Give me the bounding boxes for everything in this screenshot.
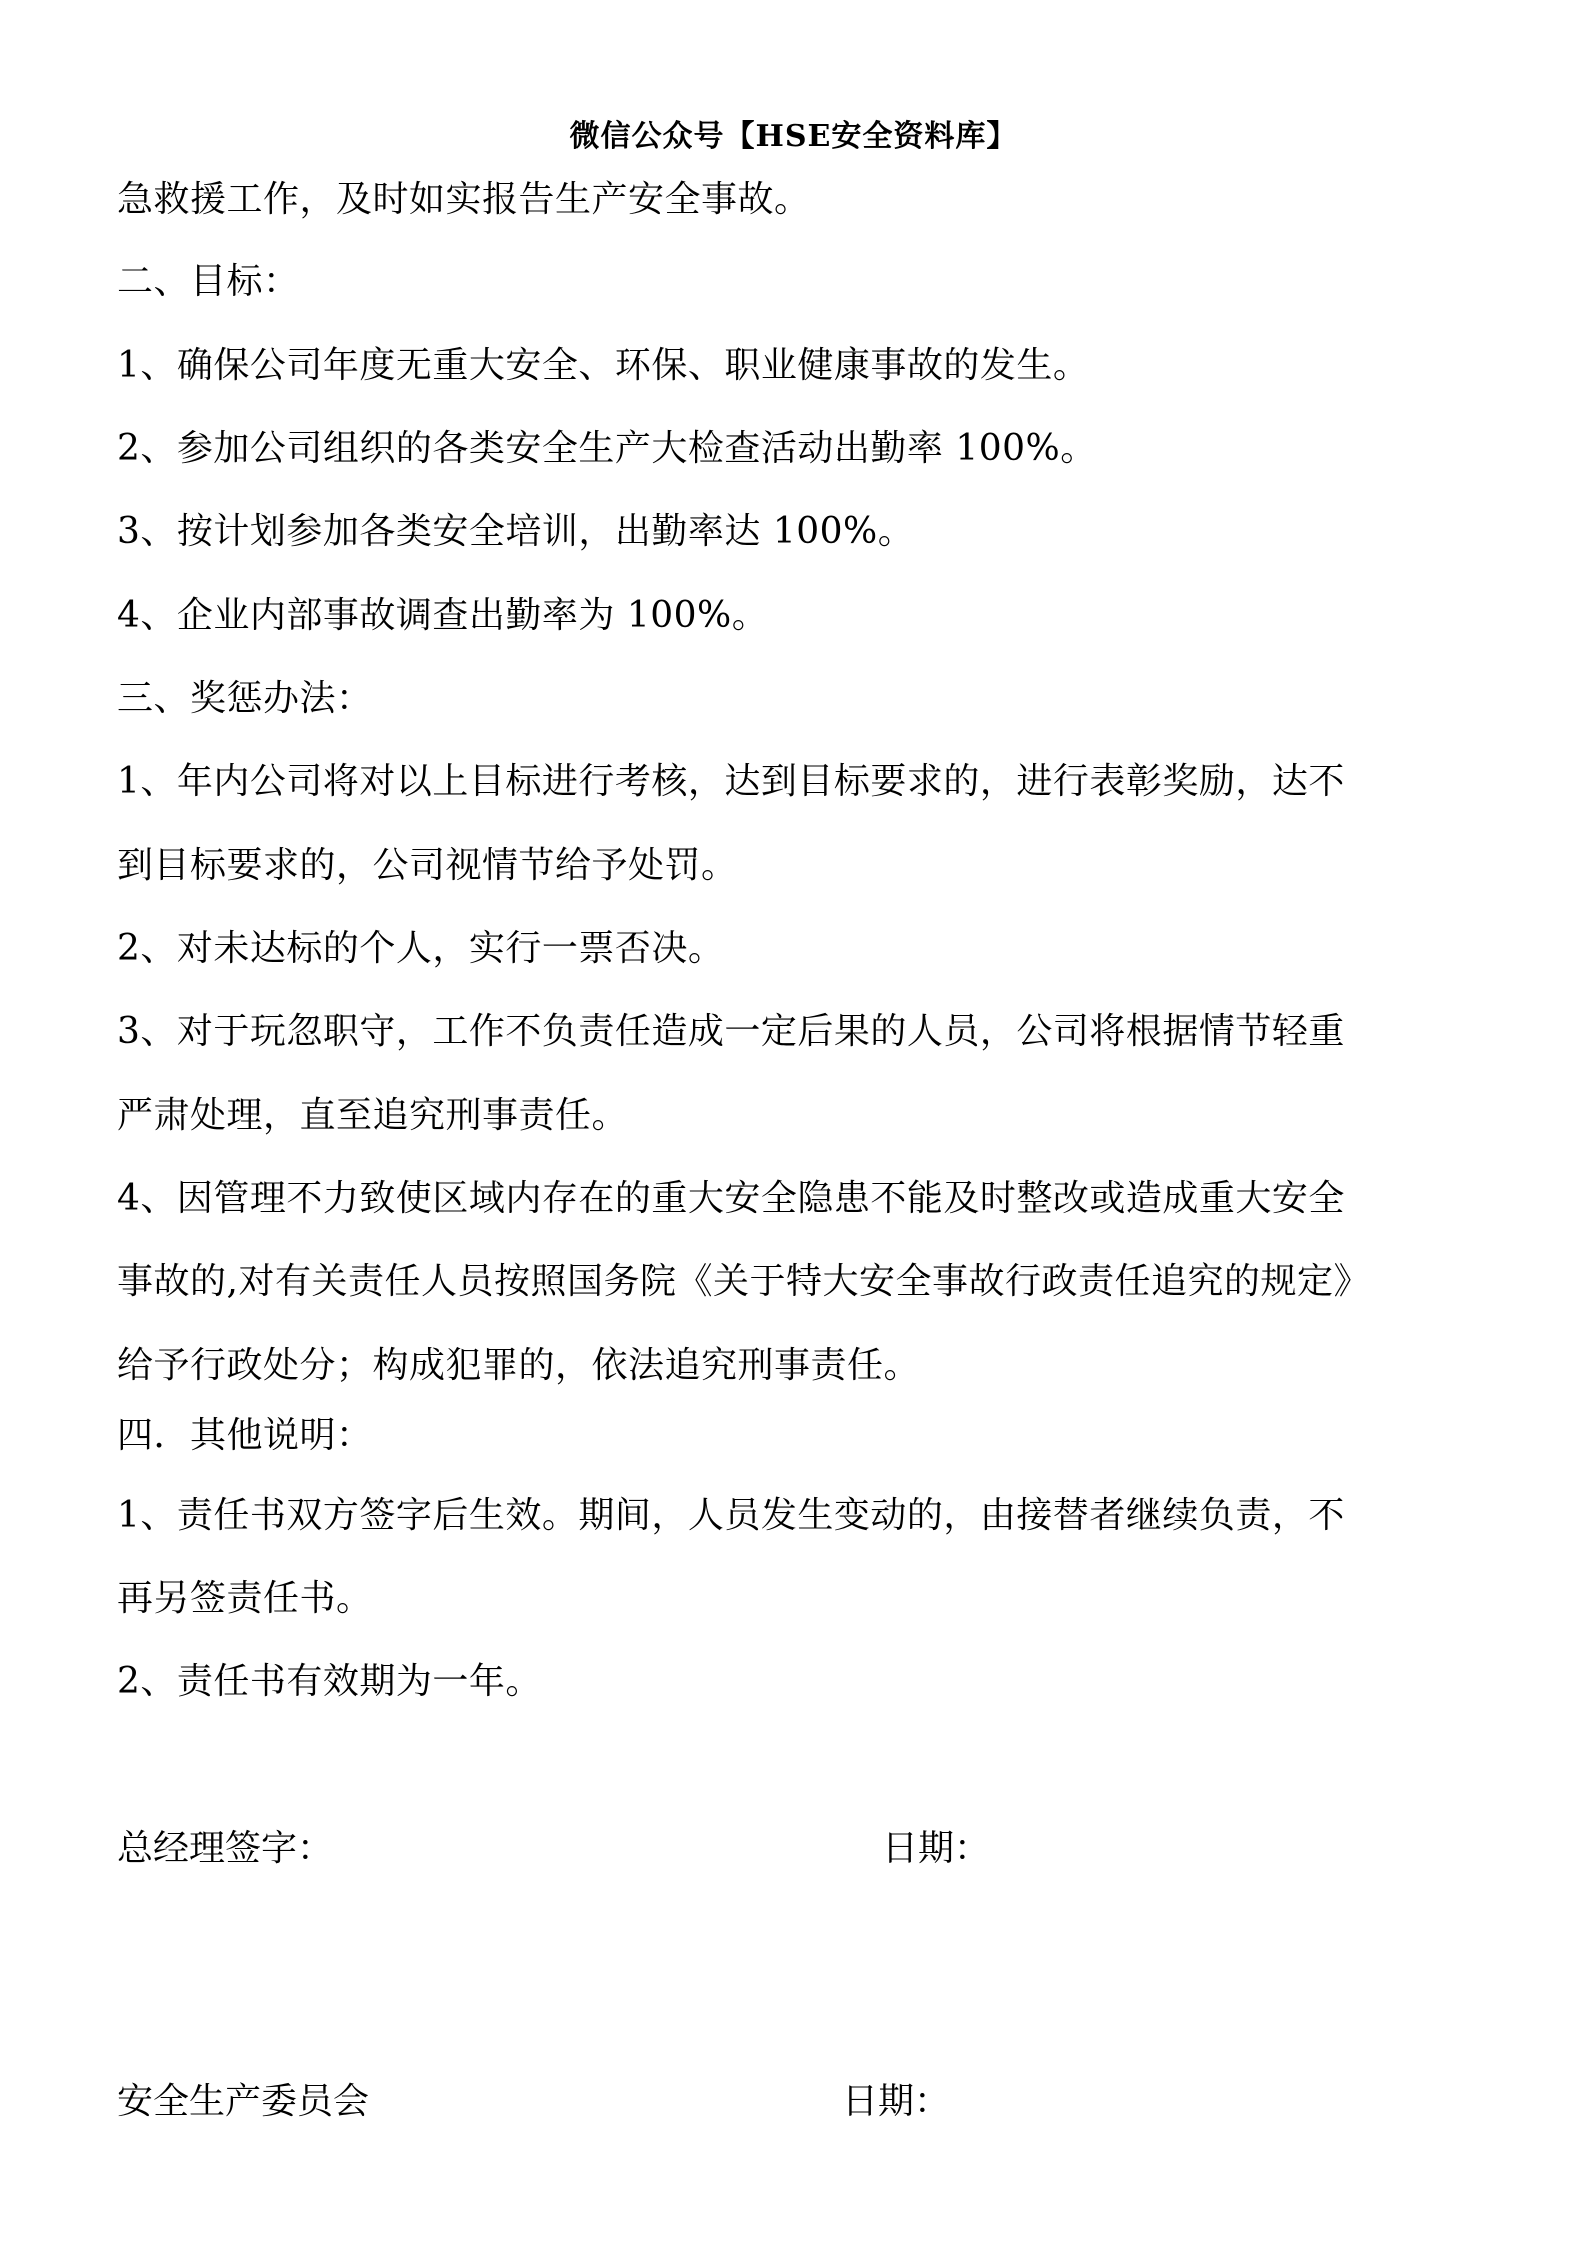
section-heading-other: 四．其他说明： — [117, 1415, 373, 1456]
body-line: 4、因管理不力致使区域内存在的重大安全隐患不能及时整改或造成重大安全 — [117, 1178, 1345, 1219]
body-line: 3、按计划参加各类安全培训，出勤率达 100%。 — [117, 511, 915, 552]
body-line: 1、确保公司年度无重大安全、环保、职业健康事故的发生。 — [117, 345, 1090, 386]
gm-date-label: 日期： — [882, 1828, 991, 1869]
body-line: 4、企业内部事故调查出勤率为 100%。 — [117, 595, 769, 636]
body-line: 1、责任书双方签字后生效。期间，人员发生变动的，由接替者继续负责，不 — [117, 1495, 1345, 1536]
body-line: 事故的,对有关责任人员按照国务院《关于特大安全事故行政责任追究的规定》 — [117, 1261, 1370, 1302]
section-heading-goals: 二、目标： — [117, 261, 300, 302]
body-line: 3、对于玩忽职守，工作不负责任造成一定后果的人员，公司将根据情节轻重 — [117, 1011, 1345, 1052]
body-line: 2、责任书有效期为一年。 — [117, 1661, 542, 1702]
body-line: 2、参加公司组织的各类安全生产大检查活动出勤率 100%。 — [117, 428, 1097, 469]
committee-date-label: 日期： — [842, 2081, 951, 2122]
body-line: 1、年内公司将对以上目标进行考核，达到目标要求的，进行表彰奖励，达不 — [117, 761, 1345, 802]
section-heading-rewards: 三、奖惩办法： — [117, 678, 373, 719]
body-line: 2、对未达标的个人，实行一票否决。 — [117, 928, 725, 969]
committee-label: 安全生产委员会 — [117, 2081, 370, 2122]
gm-signature-label: 总经理签字： — [117, 1828, 334, 1869]
document-header: 微信公众号【HSE安全资料库】 — [569, 119, 1018, 154]
body-line: 严肃处理，直至追究刑事责任。 — [117, 1095, 629, 1136]
body-line: 再另签责任书。 — [117, 1578, 373, 1619]
body-line: 给予行政处分；构成犯罪的，依法追究刑事责任。 — [117, 1345, 921, 1386]
body-line: 急救援工作，及时如实报告生产安全事故。 — [117, 179, 811, 220]
body-line: 到目标要求的，公司视情节给予处罚。 — [117, 845, 738, 886]
